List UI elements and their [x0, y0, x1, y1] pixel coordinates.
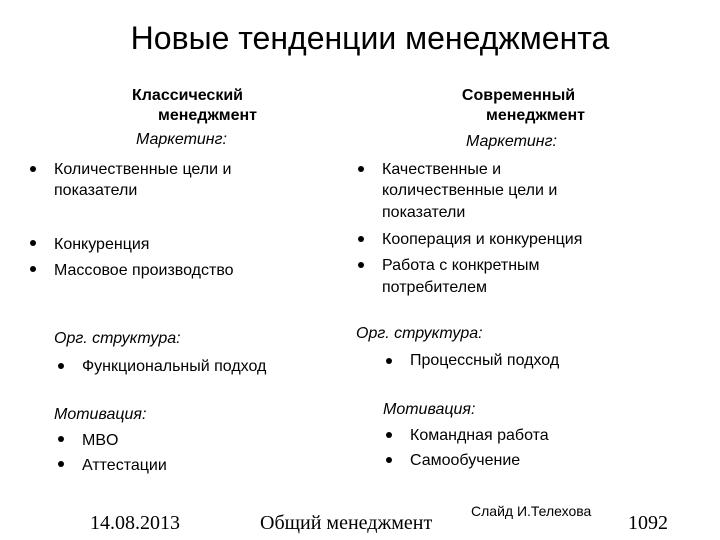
left-heading-line1: Классический: [131, 87, 243, 104]
left-motivation-item-1: MBO: [82, 432, 119, 449]
right-marketing-item-3a: Работа с конкретным: [382, 257, 540, 274]
left-motivation-label: Мотивация:: [54, 406, 147, 423]
bullet-icon: [30, 166, 36, 172]
right-marketing-label: Маркетинг:: [466, 133, 557, 150]
bullet-icon: [386, 457, 392, 463]
left-org-item: Функциональный подход: [82, 358, 267, 375]
left-org-label: Орг. структура:: [54, 330, 181, 347]
left-marketing-label: Маркетинг:: [136, 131, 227, 148]
left-heading-line2: менеджмент: [157, 107, 258, 124]
right-marketing-item-3b: потребителем: [382, 279, 488, 296]
right-marketing-item-1a: Качественные и: [382, 161, 502, 178]
right-motivation-label: Мотивация:: [383, 401, 476, 418]
bullet-icon: [358, 236, 364, 242]
footer-slide-number: 1092: [628, 512, 668, 534]
bullet-icon: [358, 262, 364, 268]
left-marketing-item-1a: Количественные цели и: [54, 161, 232, 178]
left-motivation-item-2: Аттестации: [82, 457, 167, 474]
slide-title: Новые тенденции менеджмента: [130, 20, 610, 56]
right-marketing-item-1b: количественные цели и: [382, 182, 558, 199]
bullet-icon: [58, 363, 64, 369]
bullet-icon: [386, 432, 392, 438]
right-marketing-item-2: Кооперация и конкуренция: [382, 231, 583, 248]
left-marketing-item-2: Конкуренция: [54, 236, 150, 253]
right-org-label: Орг. структура:: [356, 325, 483, 342]
left-marketing-item-3: Массовое производство: [54, 262, 234, 279]
left-marketing-item-1b: показатели: [54, 182, 138, 199]
bullet-icon: [386, 358, 392, 364]
right-marketing-item-1c: показатели: [382, 204, 466, 221]
footer-date: 14.08.2013: [90, 512, 180, 534]
footer-author: Слайд И.Телехова: [471, 503, 592, 519]
right-motivation-item-2: Самообучение: [410, 452, 521, 469]
footer-course: Общий менеджмент: [260, 512, 433, 534]
right-motivation-item-1: Командная работа: [410, 427, 549, 444]
bullet-icon: [58, 461, 64, 467]
bullet-icon: [30, 266, 36, 272]
bullet-icon: [358, 166, 364, 172]
bullet-icon: [58, 436, 64, 442]
right-heading-line1: Современный: [461, 87, 576, 104]
right-heading-line2: менеджмент: [485, 107, 586, 124]
right-org-item: Процессный подход: [410, 352, 560, 369]
bullet-icon: [30, 240, 36, 246]
